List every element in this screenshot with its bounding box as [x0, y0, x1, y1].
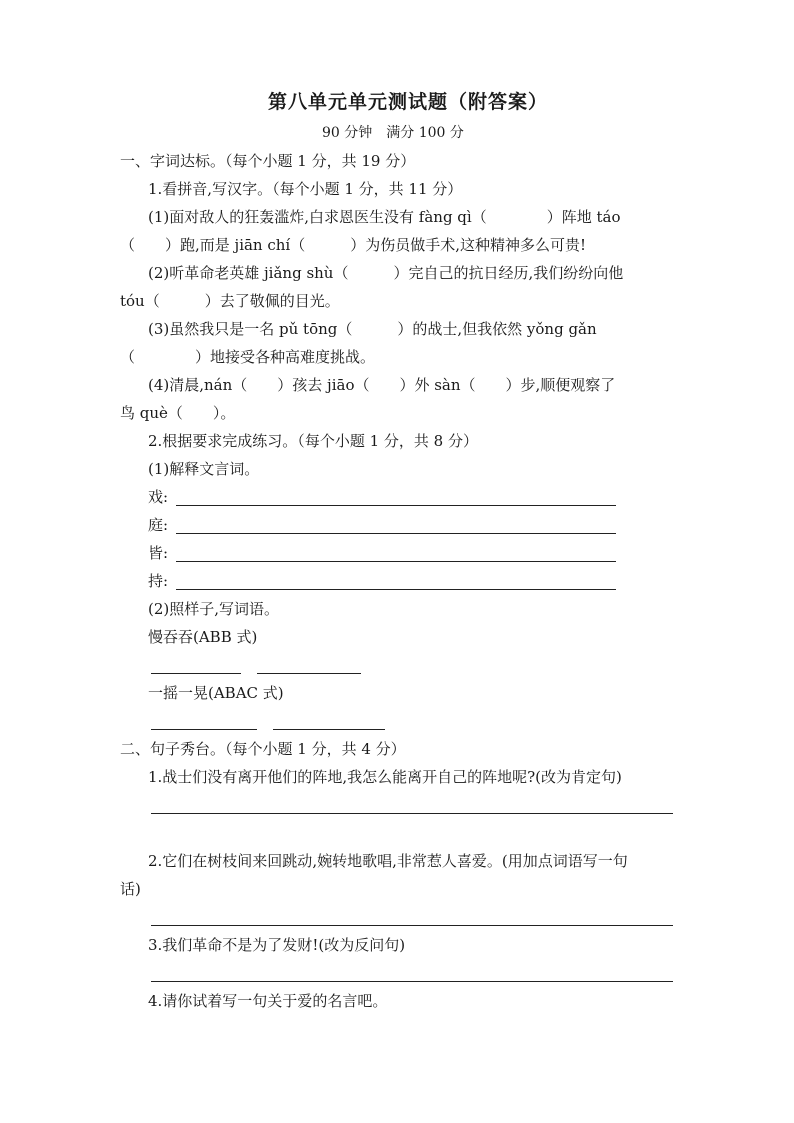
answer-line-chi[interactable]: [176, 589, 616, 590]
abac-answer-line-1[interactable]: [151, 729, 257, 730]
s2-q3-answer-line[interactable]: [151, 981, 673, 982]
answer-line-xi[interactable]: [176, 505, 616, 506]
section1-heading: 一、字词达标。（每个小题 1 分，共 19 分）: [120, 152, 416, 170]
q1-line-1: (1)面对敌人的狂轰滥炸,白求恩医生没有 fàng qì（ ）阵地 táo: [148, 208, 621, 226]
section2-heading: 二、句子秀台。（每个小题 1 分，共 4 分）: [120, 740, 406, 758]
q1-line-7: (4)清晨,nán（ ）孩去 jiāo（ ）外 sàn（ ）步,顺便观察了: [148, 376, 616, 394]
abb-answer-line-1[interactable]: [151, 673, 241, 674]
q1-line-6: （ ）地接受各种高难度挑战。: [120, 348, 376, 366]
q1-line-5: (3)虽然我只是一名 pǔ tōng（ ）的战士,但我依然 yǒng gǎn: [148, 320, 597, 338]
word-label-chi: 持:: [148, 572, 169, 590]
s2-q2-line-2: 话): [120, 880, 141, 898]
answer-line-jie[interactable]: [176, 561, 616, 562]
s2-q2-answer-line[interactable]: [151, 925, 673, 926]
s2-q2-line-1: 2.它们在树枝间来回跳动,婉转地歌唱,非常惹人喜爱。(用加点词语写一句: [148, 852, 628, 870]
s2-q3: 3.我们革命不是为了发财!(改为反问句): [148, 936, 406, 954]
q1-line-4: tóu（ ）去了敬佩的目光。: [120, 292, 340, 310]
answer-line-ting[interactable]: [176, 533, 616, 534]
q1-line-2: （ ）跑,而是 jiān chí（ ）为伤员做手术,这种精神多么可贵!: [120, 236, 587, 254]
q2-sub1: (1)解释文言词。: [148, 460, 260, 478]
s2-q4: 4.请你试着写一句关于爱的名言吧。: [148, 992, 388, 1010]
word-label-ting: 庭:: [148, 516, 169, 534]
exam-time-score: 90 分钟 满分 100 分: [322, 125, 464, 141]
q2-heading: 2.根据要求完成练习。（每个小题 1 分，共 8 分）: [148, 432, 478, 450]
q1-heading: 1.看拼音,写汉字。（每个小题 1 分，共 11 分）: [148, 180, 463, 198]
abb-answer-line-2[interactable]: [257, 673, 361, 674]
q1-line-8: 鸟 què（ ）。: [120, 404, 236, 422]
q2-sub2: (2)照样子,写词语。: [148, 600, 280, 618]
word-label-jie: 皆:: [148, 544, 169, 562]
s2-q1: 1.战士们没有离开他们的阵地,我怎么能离开自己的阵地呢?(改为肯定句): [148, 768, 622, 786]
pattern-abb: 慢吞吞(ABB 式): [148, 628, 258, 646]
page-title: 第八单元单元测试题（附答案）: [268, 91, 549, 113]
word-label-xi: 戏:: [148, 488, 169, 506]
q1-line-3: (2)听革命老英雄 jiǎng shù（ ）完自己的抗日经历,我们纷纷向他: [148, 264, 624, 282]
abac-answer-line-2[interactable]: [273, 729, 385, 730]
s2-q1-answer-line[interactable]: [151, 813, 673, 814]
pattern-abac: 一摇一晃(ABAC 式): [148, 684, 284, 702]
